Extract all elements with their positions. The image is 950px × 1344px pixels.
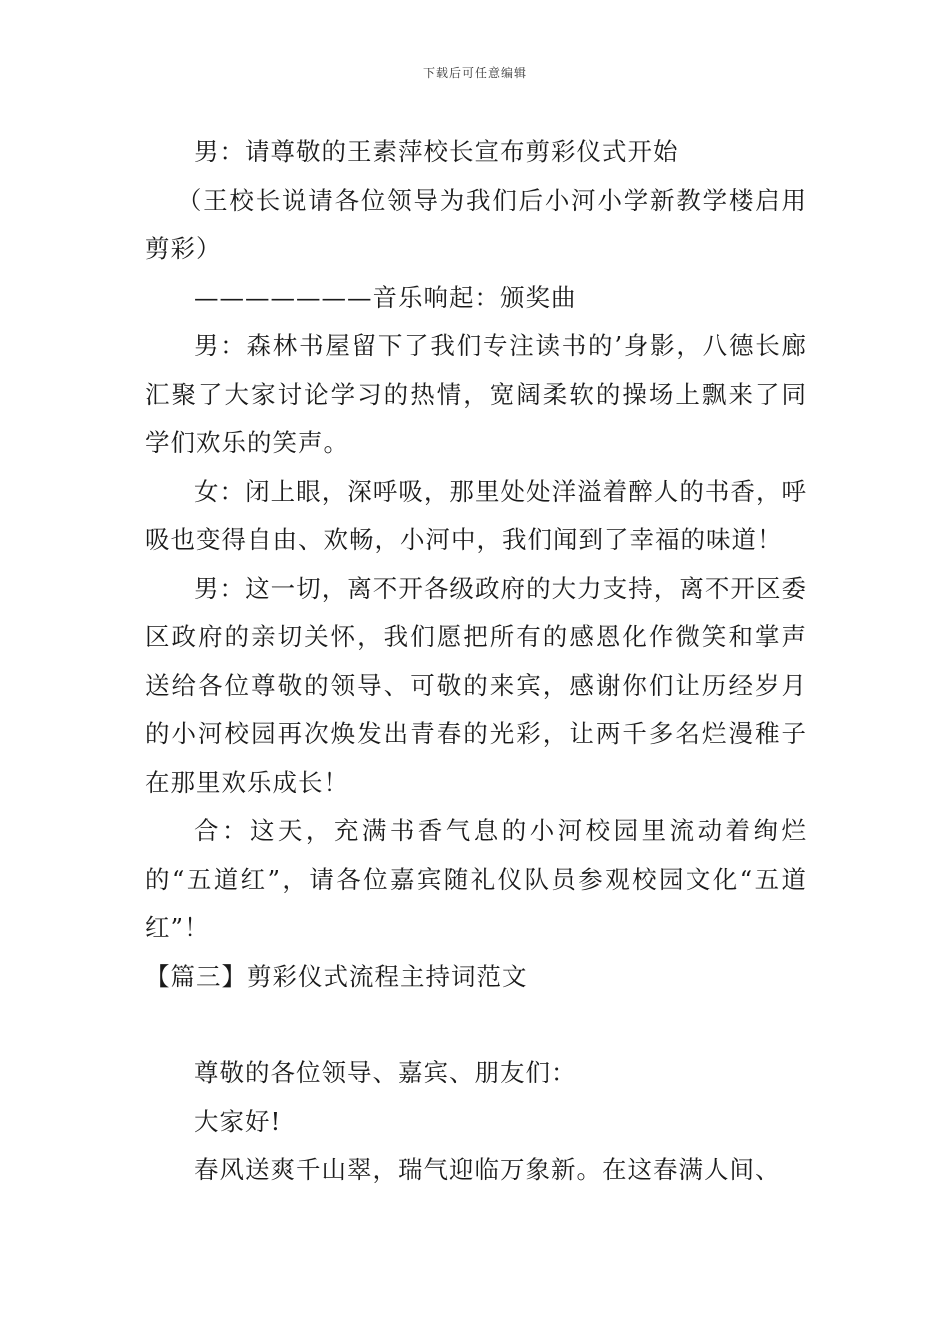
paragraph-7: 合：这天，充满书香气息的小河校园里流动着绚烂的“五道红”，请各位嘉宾随礼仪队员参观校园文化“五道红”！ [145, 816, 807, 942]
paragraph-10: 春风送爽千山翠，瑞气迎临万象新。在这春满人间、 [194, 1155, 781, 1184]
paragraph-5: 女：闭上眼，深呼吸，那里处处洋溢着醉人的书香，呼吸也变得自由、欢畅，小河中，我们闻到了幸福的味道！ [145, 476, 807, 554]
section-heading: 【篇三】剪彩仪式流程主持词范文 [145, 961, 528, 991]
paragraph-2: （王校长说请各位领导为我们后小河小学新教学楼启用剪彩） [145, 185, 807, 263]
paragraph-8: 尊敬的各位领导、嘉宾、朋友们： [194, 1058, 577, 1087]
paragraph-6: 男：这一切，离不开各级政府的大力支持，离不开区委区政府的亲切关怀，我们愿把所有的感恩化作微笑和掌声送给各位尊敬的领导、可敬的来宾，感谢你们让历经岁月的小河校园再次焕发出青春的光彩，让两千多名烂漫稚子在那里欢乐成长！ [145, 573, 807, 797]
paragraph-3: ———————音乐响起：颁奖曲 [194, 282, 577, 312]
page-header-note: 下载后可任意编辑 [422, 66, 527, 80]
document-body [145, 128, 807, 1195]
paragraph-4: 男：森林书屋留下了我们专注读书的’身影，八德长廊汇聚了大家讨论学习的热情，宽阔柔软的操场上飘来了同学们欢乐的笑声。 [145, 331, 807, 457]
section-spacer [145, 1001, 807, 1049]
paragraph-1: 男：请尊敬的王素萍校长宣布剪彩仪式开始 [194, 137, 679, 166]
paragraph-9: 大家好! [194, 1106, 282, 1136]
